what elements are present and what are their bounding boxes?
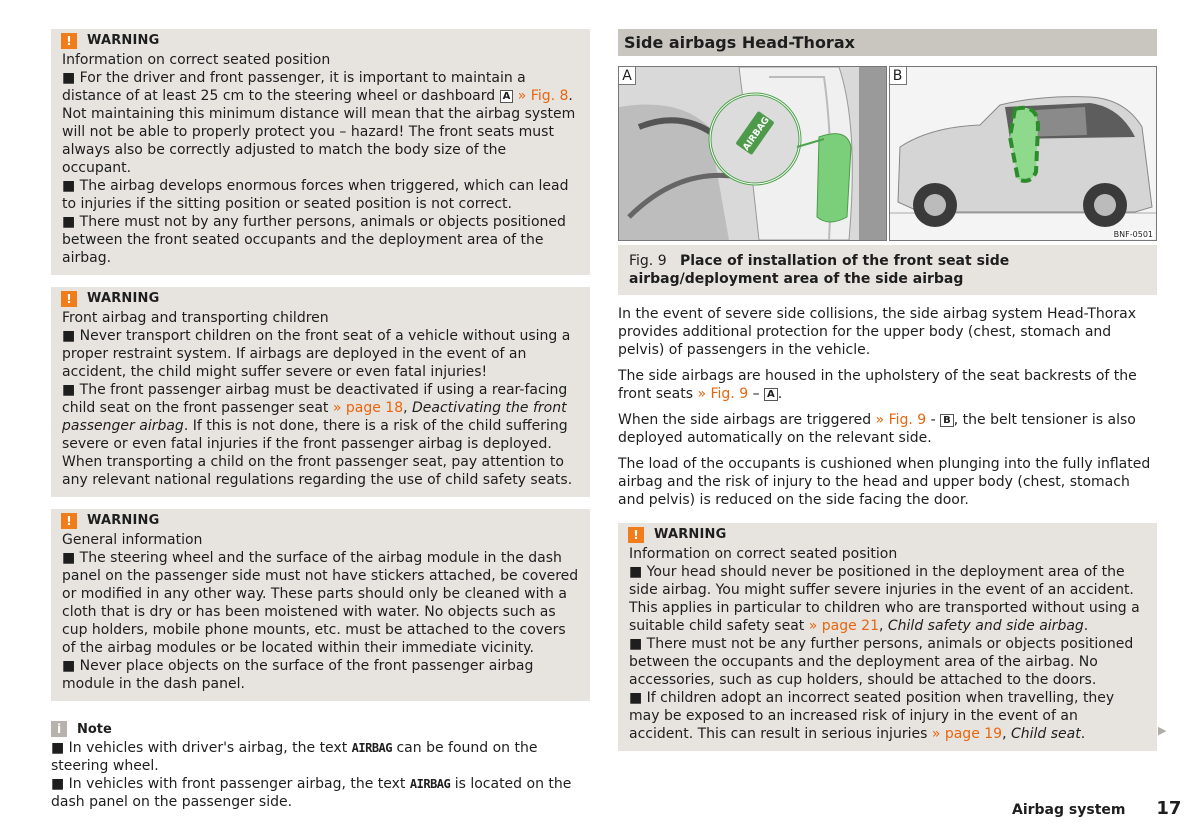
figure-tag: A [500,90,514,103]
warning-bullet: ■ There must not be any further persons, animals or objects positioned between the occupants and the deployment area of the airbag. No accessories, such as cup holders, should be attached to the doors. [629,636,1134,688]
fig-link[interactable]: » Fig. 9 [697,386,749,402]
warning-box-side-airbag [618,523,1157,751]
left-column [51,29,590,811]
paragraph: The side airbags are housed in the upholstery of the seat backrests of the front seats » Fig. 9 – A . [618,368,1137,402]
figure-caption [618,245,1157,295]
warning-title: ! WARNING [62,509,579,531]
exclamation-icon: ! [61,513,77,529]
warning-bullet: ■ Your head should never be positioned in the deployment area of the side airbag. You might suffer severe injuries in the event of an accident. This applies in particular to children who are transported without using a suitable child safety seat » page 21, Child safety and side airbag. [629,564,1140,634]
note-bullet: ■ In vehicles with front passenger airbag, the text AIRBAG is located on the dash panel on the passenger side. [51,776,572,810]
warning-bullet: ■ Never place objects on the surface of the front passenger airbag module in the dash panel. [62,658,534,692]
seat-illustration [619,67,886,240]
seat-airbag-label: AIRBAG [741,115,772,153]
warning-bullet: ■ The steering wheel and the surface of the airbag module in the dash panel on the passenger side must not have stickers attached, be covered or modified in any other way. These parts should only be cleaned with a cloth that is dry or has been moistened with water. No objects such as cup holders, mobile phone mounts, etc. must be attached to the covers of the airbag modules or be located within their immediate vicinity. [62,550,579,656]
page-link[interactable]: » page 18 [332,400,404,416]
warning-box-children [51,287,590,497]
note-title: i Note [51,719,590,739]
paragraph: When the side airbags are triggered » Fig. 9 - B , the belt tensioner is also deployed automatically on the relevant side. [618,412,1136,446]
paragraph: The load of the occupants is cushioned when plunging into the fully inflated airbag and the risk of injury to the head and upper body (chest, stomach and pelvis) is reduced on the side facing the door. [618,456,1151,508]
paragraph: In the event of severe side collisions, the side airbag system Head-Thorax provides additional protection for the upper body (chest, stomach and pelvis) of passengers in the vehicle. [618,306,1136,358]
exclamation-icon: ! [61,33,77,49]
caption-text: Place of installation of the front seat side airbag/deployment area of the side airbag [629,253,1010,287]
figure-tag: A [764,388,778,401]
warning-bullet: ■ The front passenger airbag must be deactivated if using a rear-facing child seat on the front passenger seat » page 18, Deactivating the front passenger airbag. If this is not done, there is a risk of the child suffering severe or even fatal injuries if the front passenger airbag is deployed. When transporting a child on the front passenger seat, pay attention to any relevant national regulations regarding the use of child safety seats. [62,382,573,488]
figure-code: BNF-0501 [1113,230,1153,239]
info-icon: i [51,721,67,737]
exclamation-icon: ! [61,291,77,307]
warning-box-general [51,509,590,701]
warning-bullet: ■ There must not by any further persons, animals or objects positioned between the front seated occupants and the deployment area of the airbag. [62,214,566,266]
warning-heading: General information [62,532,203,548]
warning-bullet: ■ If children adopt an incorrect seated position when travelling, they may be exposed to an increased risk of injury in the event of an accident. This can result in serious injuries » page 19, Child seat. [629,690,1115,742]
figure-letter-a: A [619,67,636,85]
page-footer [1012,798,1181,819]
warning-heading: Information on correct seated position [629,546,898,562]
figure-9 [618,66,1157,241]
figure-tag: B [940,414,954,427]
airbag-word: AIRBAG [409,777,451,791]
note-bullet: ■ In vehicles with driver's airbag, the text AIRBAG can be found on the steering wheel. [51,740,538,774]
exclamation-icon: ! [628,527,644,543]
page-link[interactable]: » page 21 [808,618,879,634]
note-block [51,719,590,811]
figure-a-seat [618,66,887,241]
figure-letter-b: B [890,67,907,85]
warning-heading: Front airbag and transporting children [62,310,329,326]
footer-title: Airbag system [1012,802,1126,818]
caption-number: Fig. 9 [629,253,667,269]
figure-b-car [889,66,1158,241]
fig-link[interactable]: » Fig. 8 [517,88,569,104]
fig-link[interactable]: » Fig. 9 [875,412,927,428]
warning-box-seated-position [51,29,590,275]
warning-heading: Information on correct seated position [62,52,331,68]
page-link[interactable]: » page 19 [931,726,1003,742]
triangle-right-icon: ▶ [1158,724,1167,737]
warning-bullet: ■ Never transport children on the front seat of a vehicle without using a proper restraint system. If airbags are deployed in the event of an accident, the child might suffer severe or even fatal injuries! [62,328,571,380]
warning-title: ! WARNING [629,523,1146,545]
warning-bullet: ■ For the driver and front passenger, it is important to maintain a distance of at least 25 cm to the steering wheel or dashboard A » Fig. 8. Not maintaining this minimum distance will mean that the airbag system will not be able to properly protect you – hazard! The front seats must always also be correctly adjusted to match the body size of the occupant. [62,70,576,176]
warning-bullet: ■ The airbag develops enormous forces when triggered, which can lead to injuries if the sitting position or seated position is not correct. [62,178,569,212]
car-illustration [890,67,1157,240]
warning-title: ! WARNING [62,287,579,309]
page-number: 17 [1156,798,1182,819]
warning-title: ! WARNING [62,29,579,51]
section-title: Side airbags Head-Thorax [618,29,1157,56]
right-column [618,29,1157,751]
airbag-word: AIRBAG [351,741,393,755]
